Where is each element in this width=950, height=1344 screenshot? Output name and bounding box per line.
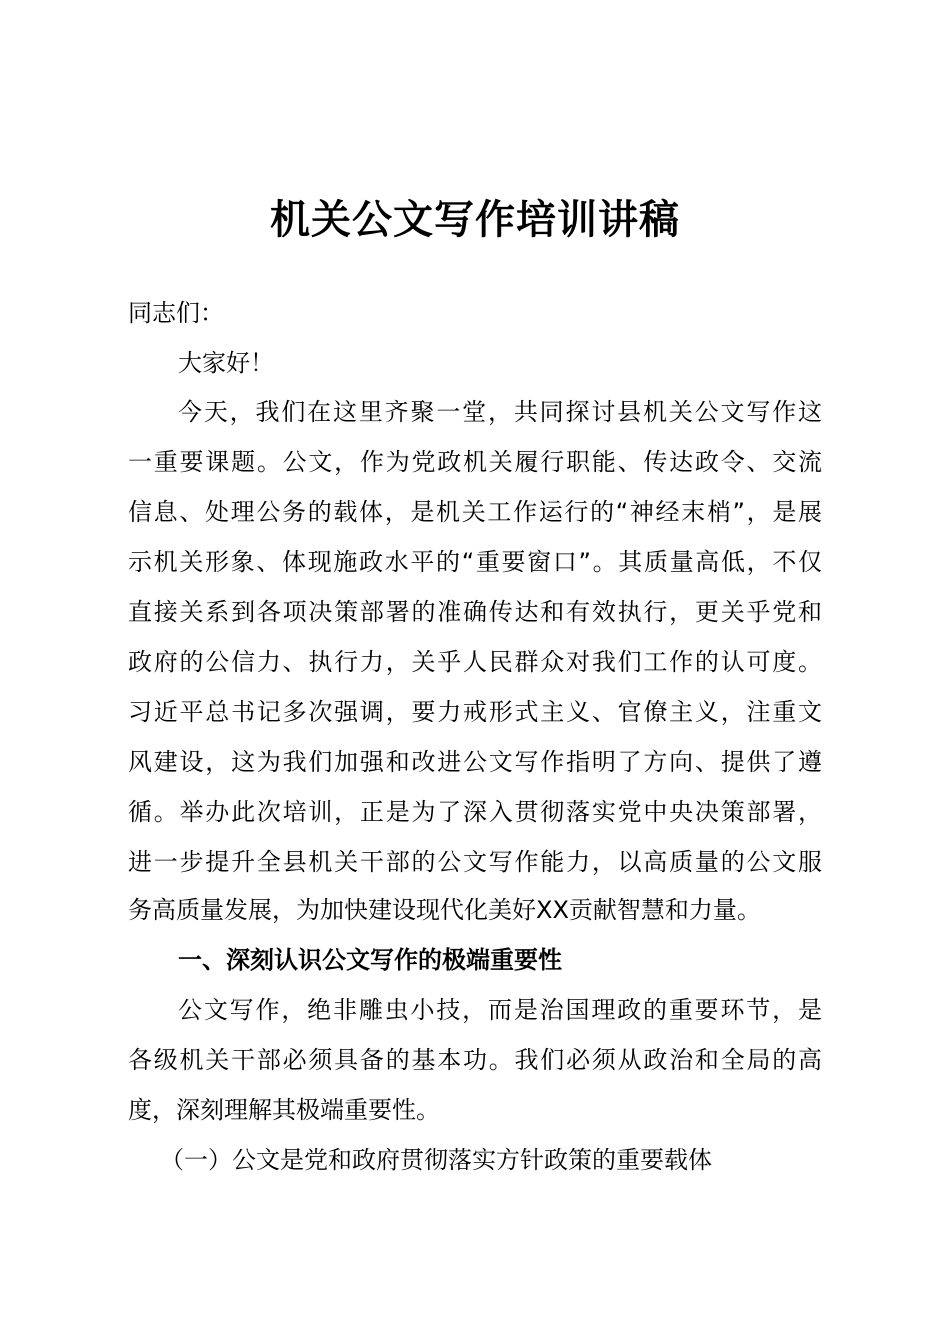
section-heading: 一、深刻认识公文写作的极端重要性 [178,946,562,974]
document-title: 机关公文写作培训讲稿 [270,196,680,243]
subsection-heading: （一）公文是党和政府贯彻落实方针政策的重要载体 [160,1146,712,1174]
paragraph-line: 进一步提升全县机关干部的公文写作能力，以高质量的公文服 [128,848,822,876]
paragraph-line: 政府的公信力、执行力，关乎人民群众对我们工作的认可度。 [128,648,822,676]
paragraph-line: 一重要课题。公文，作为党政机关履行职能、传达政令、交流 [128,448,822,476]
salutation: 同志们： [128,299,224,327]
paragraph-line: 信息、处理公务的载体，是机关工作运行的“神经末梢”，是展 [128,498,822,526]
paragraph-line: 务高质量发展，为加快建设现代化美好XX贡献智慧和力量。 [128,896,761,924]
paragraph-line: 习近平总书记多次强调，要力戒形式主义、官僚主义，注重文 [128,698,822,726]
greeting: 大家好！ [178,349,274,377]
paragraph-line: 直接关系到各项决策部署的准确传达和有效执行，更关乎党和 [128,598,822,626]
paragraph-line: 风建设，这为我们加强和改进公文写作指明了方向、提供了遵 [128,748,822,776]
paragraph-line: 示机关形象、体现施政水平的“重要窗口”。其质量高低，不仅 [128,548,822,576]
paragraph-line: 各级机关干部必须具备的基本功。我们必须从政治和全局的高 [128,1046,822,1074]
paragraph-line: 今天，我们在这里齐聚一堂，共同探讨县机关公文写作这 [178,398,822,426]
paragraph-line: 公文写作，绝非雕虫小技，而是治国理政的重要环节，是 [178,996,822,1024]
paragraph-line: 循。举办此次培训，正是为了深入贯彻落实党中央决策部署， [128,798,822,826]
paragraph-line: 度，深刻理解其极端重要性。 [128,1096,440,1124]
